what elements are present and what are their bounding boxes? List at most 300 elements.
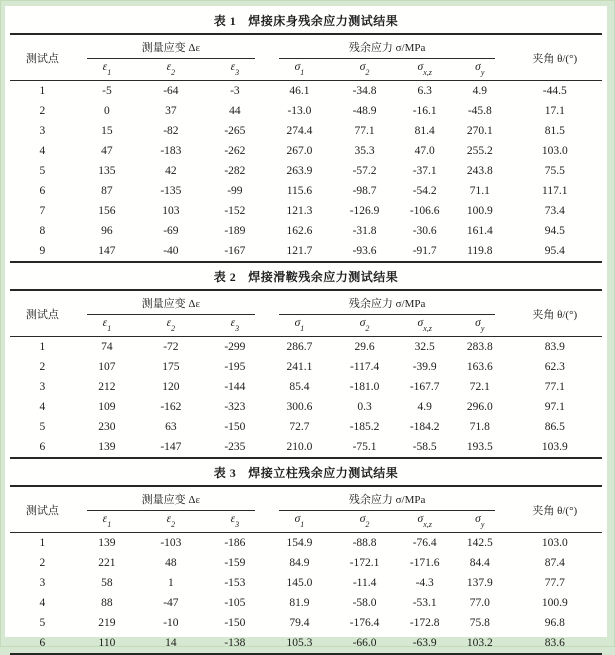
value-cell: 161.4 (466, 225, 493, 237)
value-cell: -82 (163, 125, 179, 137)
col-sigma-2 (332, 315, 397, 337)
value-cell: 4.9 (472, 85, 487, 97)
test-point-cell: 6 (39, 637, 46, 649)
value-cell: -117.4 (349, 361, 380, 373)
value-cell: -150 (224, 421, 246, 433)
value-cell: 47.0 (414, 145, 435, 157)
value-cell: -11.4 (352, 577, 377, 589)
value-cell: -167.7 (409, 381, 440, 393)
col-sigma-y (452, 315, 507, 337)
value-cell: -181.0 (349, 381, 380, 393)
table-row (10, 141, 602, 161)
value-cell: -47 (163, 597, 179, 609)
value-cell: 115.6 (286, 185, 313, 197)
value-cell: -138 (224, 637, 246, 649)
table-row (10, 417, 602, 437)
epsilon-symbol: ε (102, 317, 108, 330)
value-cell: 121.7 (286, 245, 313, 257)
table-3-title-text: 焊接立柱残余应力测试结果 (248, 466, 399, 480)
col-group-stress (267, 34, 508, 59)
value-cell: 270.1 (466, 125, 493, 137)
value-cell: 84.4 (469, 557, 490, 569)
value-cell: 42 (165, 165, 177, 177)
value-cell: 210.0 (286, 441, 313, 453)
sigma-symbol: σ (475, 317, 481, 330)
table-row (10, 633, 602, 654)
table-row (10, 573, 602, 593)
table-3-section (8, 459, 604, 655)
col-sigma-y (452, 59, 507, 81)
value-cell: 283.8 (466, 341, 493, 353)
value-cell: 81.5 (544, 125, 565, 137)
value-cell: 75.8 (469, 617, 490, 629)
value-cell: -45.8 (467, 105, 492, 117)
value-cell: 0 (104, 105, 110, 117)
value-cell: 47 (101, 145, 113, 157)
epsilon-symbol: ε (102, 61, 108, 74)
value-cell: 77.7 (544, 577, 565, 589)
table-3-label: 表 3 (213, 466, 237, 480)
sigma-xz-sub: x,z (423, 519, 432, 529)
value-cell: 105.3 (286, 637, 313, 649)
epsilon-2-sub: 2 (171, 67, 176, 77)
value-cell: 35.3 (354, 145, 375, 157)
stress-group-label: 残余应力 σ/MPa (279, 291, 496, 315)
col-epsilon-3 (203, 315, 267, 337)
value-cell: 37 (165, 105, 177, 117)
value-cell: -183 (160, 145, 182, 157)
value-cell: 163.6 (466, 361, 493, 373)
table-1-section (8, 7, 604, 263)
value-cell: 230 (98, 421, 116, 433)
value-cell: 88 (101, 597, 113, 609)
value-cell: 193.5 (466, 441, 493, 453)
col-group-strain (75, 290, 267, 315)
value-cell: 147 (98, 245, 116, 257)
col-angle: 夹角 θ/(°) (507, 34, 602, 81)
table-row (10, 181, 602, 201)
value-cell: 96.8 (544, 617, 565, 629)
value-cell: -16.1 (412, 105, 437, 117)
sigma-1-sub: 1 (300, 323, 305, 333)
value-cell: -162 (160, 401, 182, 413)
value-cell: -66.0 (352, 637, 377, 649)
epsilon-symbol: ε (230, 317, 236, 330)
col-sigma-xz (397, 59, 452, 81)
value-cell: 81.4 (414, 125, 435, 137)
sigma-1-sub: 1 (300, 67, 305, 77)
col-sigma-1 (267, 59, 332, 81)
value-cell: 119.8 (467, 245, 493, 257)
epsilon-3-sub: 3 (235, 323, 240, 333)
value-cell: 1 (168, 577, 174, 589)
value-cell: -195 (224, 361, 246, 373)
value-cell: -40 (163, 245, 179, 257)
value-cell: 103.2 (466, 637, 493, 649)
document-page (5, 6, 607, 649)
value-cell: 72.7 (289, 421, 310, 433)
value-cell: 73.4 (544, 205, 565, 217)
test-point-cell: 5 (39, 165, 46, 177)
col-epsilon-2 (139, 315, 203, 337)
value-cell: 29.6 (354, 341, 375, 353)
col-group-stress (267, 290, 508, 315)
value-cell: 139 (98, 441, 116, 453)
sigma-1-sub: 1 (300, 519, 305, 529)
value-cell: -48.9 (352, 105, 377, 117)
table-3-body (10, 533, 602, 655)
col-epsilon-3 (203, 511, 267, 533)
value-cell: 212 (98, 381, 116, 393)
value-cell: 0.3 (357, 401, 372, 413)
value-cell: 83.9 (544, 341, 565, 353)
sigma-symbol: σ (359, 317, 366, 330)
test-point-cell: 5 (39, 421, 46, 433)
value-cell: 274.4 (286, 125, 313, 137)
value-cell: -99 (227, 185, 243, 197)
value-cell: 94.5 (544, 225, 565, 237)
value-cell: -135 (160, 185, 182, 197)
sigma-symbol: σ (417, 61, 424, 74)
table-row (10, 437, 602, 458)
value-cell: 77.1 (544, 381, 565, 393)
epsilon-symbol: ε (166, 61, 172, 74)
table-2-title (8, 263, 604, 289)
sigma-xz-sub: x,z (423, 67, 432, 77)
epsilon-symbol: ε (166, 317, 172, 330)
value-cell: 103 (162, 205, 180, 217)
value-cell: 74 (101, 341, 113, 353)
col-group-strain (75, 486, 267, 511)
value-cell: 221 (98, 557, 116, 569)
value-cell: 85.4 (289, 381, 310, 393)
test-point-cell: 2 (39, 105, 46, 117)
col-sigma-2 (332, 59, 397, 81)
table-2-section (8, 263, 604, 459)
value-cell: -30.6 (412, 225, 437, 237)
value-cell: 154.9 (286, 537, 313, 549)
sigma-symbol: σ (359, 61, 366, 74)
value-cell: 296.0 (466, 401, 493, 413)
epsilon-symbol: ε (230, 61, 236, 74)
table-3 (10, 485, 602, 655)
value-cell: -76.4 (412, 537, 437, 549)
table-1-body (10, 81, 602, 263)
value-cell: 71.8 (469, 421, 490, 433)
epsilon-3-sub: 3 (235, 67, 240, 77)
value-cell: 58 (101, 577, 113, 589)
sigma-y-sub: y (480, 519, 485, 529)
test-point-cell: 9 (39, 245, 46, 257)
table-row (10, 553, 602, 573)
value-cell: 86.5 (544, 421, 565, 433)
sigma-symbol: σ (417, 513, 424, 526)
col-sigma-xz (397, 315, 452, 337)
value-cell: -106.6 (409, 205, 440, 217)
sigma-2-sub: 2 (365, 323, 370, 333)
value-cell: 110 (98, 637, 116, 649)
value-cell: 32.5 (414, 341, 435, 353)
col-angle: 夹角 θ/(°) (507, 486, 602, 533)
value-cell: 103.0 (541, 537, 568, 549)
col-epsilon-1 (75, 315, 139, 337)
header-group-row (10, 34, 602, 59)
header-group-row (10, 290, 602, 315)
value-cell: 14 (165, 637, 177, 649)
value-cell: 120 (162, 381, 180, 393)
value-cell: 48 (165, 557, 177, 569)
value-cell: -98.7 (352, 185, 377, 197)
value-cell: 107 (98, 361, 116, 373)
value-cell: 162.6 (286, 225, 313, 237)
value-cell: 4.9 (417, 401, 432, 413)
value-cell: -126.9 (349, 205, 380, 217)
test-point-cell: 3 (39, 125, 46, 137)
test-point-cell: 4 (39, 401, 46, 413)
sigma-2-sub: 2 (365, 519, 370, 529)
table-3-title (8, 459, 604, 485)
test-point-cell: 3 (39, 577, 46, 589)
col-group-strain (75, 34, 267, 59)
value-cell: -58.0 (352, 597, 377, 609)
value-cell: 263.9 (286, 165, 313, 177)
test-point-cell: 1 (39, 537, 46, 549)
strain-group-label: 测量应变 Δε (87, 291, 255, 315)
value-cell: -262 (224, 145, 246, 157)
value-cell: 142.5 (466, 537, 493, 549)
test-point-cell: 1 (39, 341, 46, 353)
value-cell: -13.0 (287, 105, 312, 117)
value-cell: -91.7 (412, 245, 437, 257)
sigma-symbol: σ (294, 513, 301, 526)
test-point-cell: 8 (39, 225, 46, 237)
value-cell: 135 (98, 165, 116, 177)
value-cell: 243.8 (466, 165, 493, 177)
col-epsilon-1 (75, 511, 139, 533)
value-cell: 79.4 (289, 617, 310, 629)
table-row (10, 593, 602, 613)
value-cell: 63 (165, 421, 177, 433)
sigma-2-sub: 2 (365, 67, 370, 77)
value-cell: -58.5 (412, 441, 437, 453)
value-cell: 6.3 (417, 85, 432, 97)
value-cell: -69 (163, 225, 179, 237)
col-test-point: 测试点 (10, 290, 75, 337)
value-cell: -159 (224, 557, 246, 569)
table-1-label: 表 1 (213, 14, 237, 28)
value-cell: 46.1 (289, 85, 310, 97)
value-cell: -64 (163, 85, 179, 97)
col-sigma-y (452, 511, 507, 533)
value-cell: -153 (224, 577, 246, 589)
value-cell: -75.1 (352, 441, 377, 453)
value-cell: 96 (101, 225, 113, 237)
epsilon-symbol: ε (102, 513, 108, 526)
epsilon-3-sub: 3 (235, 519, 240, 529)
sigma-symbol: σ (475, 513, 481, 526)
value-cell: -184.2 (409, 421, 440, 433)
table-row (10, 81, 602, 102)
value-cell: -44.5 (542, 85, 567, 97)
value-cell: -323 (224, 401, 246, 413)
stress-group-label: 残余应力 σ/MPa (279, 35, 496, 59)
sigma-symbol: σ (359, 513, 366, 526)
test-point-cell: 2 (39, 361, 46, 373)
sigma-symbol: σ (294, 317, 301, 330)
value-cell: -152 (224, 205, 246, 217)
test-point-cell: 2 (39, 557, 46, 569)
table-1-header (10, 34, 602, 81)
test-point-cell: 5 (39, 617, 46, 629)
sigma-symbol: σ (417, 317, 424, 330)
value-cell: 75.5 (544, 165, 565, 177)
col-epsilon-3 (203, 59, 267, 81)
value-cell: 81.9 (289, 597, 310, 609)
value-cell: -88.8 (352, 537, 377, 549)
value-cell: 139 (98, 537, 116, 549)
test-point-cell: 4 (39, 145, 46, 157)
value-cell: 156 (98, 205, 116, 217)
sigma-y-sub: y (480, 67, 485, 77)
value-cell: 72.1 (469, 381, 490, 393)
col-epsilon-1 (75, 59, 139, 81)
table-row (10, 613, 602, 633)
value-cell: 77.0 (469, 597, 490, 609)
table-1-title (8, 7, 604, 33)
table-row (10, 241, 602, 262)
stress-group-label: 残余应力 σ/MPa (279, 487, 496, 511)
value-cell: -171.6 (409, 557, 440, 569)
strain-group-label: 测量应变 Δε (87, 35, 255, 59)
table-row (10, 337, 602, 358)
sigma-symbol: σ (475, 61, 481, 74)
value-cell: -57.2 (352, 165, 377, 177)
test-point-cell: 1 (39, 85, 46, 97)
value-cell: 255.2 (466, 145, 493, 157)
value-cell: 137.9 (466, 577, 493, 589)
table-row (10, 397, 602, 417)
value-cell: 103.9 (541, 441, 568, 453)
value-cell: -185.2 (349, 421, 380, 433)
table-row (10, 357, 602, 377)
value-cell: -150 (224, 617, 246, 629)
epsilon-1-sub: 1 (107, 519, 112, 529)
table-1 (10, 33, 602, 263)
strain-group-label: 测量应变 Δε (87, 487, 255, 511)
test-point-cell: 3 (39, 381, 46, 393)
value-cell: 87 (101, 185, 113, 197)
table-row (10, 221, 602, 241)
value-cell: 83.6 (544, 637, 565, 649)
value-cell: 44 (229, 105, 241, 117)
value-cell: 109 (98, 401, 116, 413)
value-cell: 62.3 (544, 361, 565, 373)
value-cell: 77.1 (354, 125, 375, 137)
table-row (10, 161, 602, 181)
value-cell: 121.3 (286, 205, 313, 217)
table-2-header (10, 290, 602, 337)
epsilon-2-sub: 2 (171, 519, 176, 529)
epsilon-1-sub: 1 (107, 67, 112, 77)
value-cell: 286.7 (286, 341, 313, 353)
table-3-header (10, 486, 602, 533)
table-row (10, 533, 602, 554)
test-point-cell: 6 (39, 441, 46, 453)
sigma-y-sub: y (480, 323, 485, 333)
test-point-cell: 7 (39, 205, 46, 217)
value-cell: -53.1 (412, 597, 437, 609)
value-cell: 145.0 (286, 577, 313, 589)
header-group-row (10, 486, 602, 511)
table-1-title-text: 焊接床身残余应力测试结果 (248, 14, 399, 28)
col-sigma-2 (332, 511, 397, 533)
value-cell: 175 (162, 361, 180, 373)
value-cell: -39.9 (412, 361, 437, 373)
value-cell: -54.2 (412, 185, 437, 197)
table-row (10, 201, 602, 221)
table-row (10, 101, 602, 121)
value-cell: 97.1 (544, 401, 565, 413)
test-point-cell: 6 (39, 185, 46, 197)
col-test-point: 测试点 (10, 34, 75, 81)
value-cell: -265 (224, 125, 246, 137)
col-sigma-1 (267, 315, 332, 337)
table-row (10, 121, 602, 141)
value-cell: 84.9 (289, 557, 310, 569)
value-cell: -103 (160, 537, 182, 549)
value-cell: -147 (160, 441, 182, 453)
value-cell: -4.3 (415, 577, 434, 589)
value-cell: -189 (224, 225, 246, 237)
test-point-cell: 4 (39, 597, 46, 609)
value-cell: 71.1 (469, 185, 490, 197)
value-cell: -172.1 (349, 557, 380, 569)
col-epsilon-2 (139, 59, 203, 81)
epsilon-symbol: ε (166, 513, 172, 526)
value-cell: 95.4 (544, 245, 565, 257)
value-cell: -144 (224, 381, 246, 393)
sigma-symbol: σ (294, 61, 301, 74)
table-2-label: 表 2 (213, 270, 237, 284)
value-cell: -31.8 (352, 225, 377, 237)
value-cell: -63.9 (412, 637, 437, 649)
value-cell: 100.9 (541, 597, 568, 609)
table-2 (10, 289, 602, 459)
value-cell: 267.0 (286, 145, 313, 157)
value-cell: -93.6 (352, 245, 377, 257)
value-cell: -172.8 (409, 617, 440, 629)
value-cell: 117.1 (542, 185, 568, 197)
value-cell: -5 (102, 85, 112, 97)
value-cell: -34.8 (352, 85, 377, 97)
value-cell: -72 (163, 341, 179, 353)
table-2-title-text: 焊接滑鞍残余应力测试结果 (248, 270, 399, 284)
value-cell: 103.0 (541, 145, 568, 157)
value-cell: -299 (224, 341, 246, 353)
value-cell: -3 (230, 85, 240, 97)
col-sigma-xz (397, 511, 452, 533)
epsilon-symbol: ε (230, 513, 236, 526)
value-cell: -282 (224, 165, 246, 177)
epsilon-2-sub: 2 (171, 323, 176, 333)
value-cell: 100.9 (466, 205, 493, 217)
value-cell: -235 (224, 441, 246, 453)
col-group-stress (267, 486, 508, 511)
value-cell: -10 (163, 617, 179, 629)
value-cell: 17.1 (544, 105, 565, 117)
table-2-body (10, 337, 602, 459)
epsilon-1-sub: 1 (107, 323, 112, 333)
